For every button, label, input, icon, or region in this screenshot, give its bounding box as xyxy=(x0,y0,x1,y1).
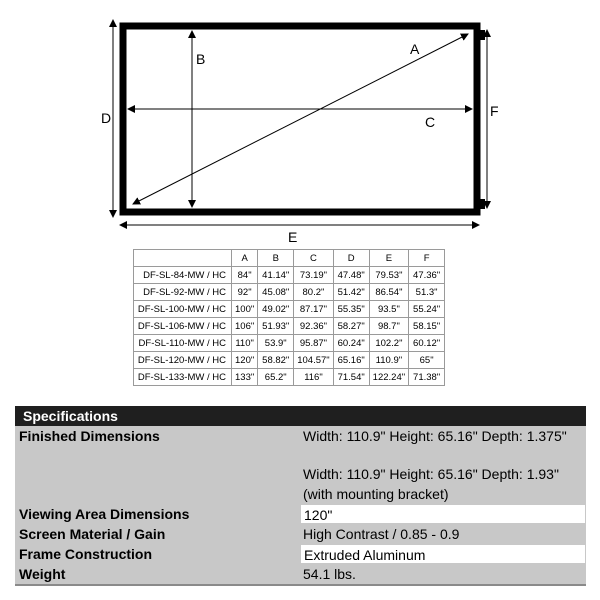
spec-label: Screen Material / Gain xyxy=(19,526,166,542)
table-cell: 120" xyxy=(232,352,258,369)
model-cell: DF-SL-133-MW / HC xyxy=(134,369,232,386)
dimension-b-label: B xyxy=(196,51,206,67)
table-cell: 65" xyxy=(409,352,445,369)
table-cell: 116" xyxy=(294,369,333,386)
table-cell: 51.42" xyxy=(333,284,369,301)
table-row xyxy=(134,369,445,386)
header-cell: D xyxy=(333,250,369,267)
table-cell: 86.54" xyxy=(369,284,408,301)
spec-value-line: (with mounting bracket) xyxy=(303,486,449,502)
header-cell xyxy=(134,250,232,267)
spec-value: 54.1 lbs. xyxy=(303,566,356,582)
table-row xyxy=(134,267,445,284)
spec-row-frame-construction xyxy=(15,544,586,564)
table-cell: 110.9" xyxy=(369,352,408,369)
table-cell: 60.24" xyxy=(333,335,369,352)
table-cell: 133" xyxy=(232,369,258,386)
header-cell: F xyxy=(409,250,445,267)
spec-value-line: Width: 110.9" Height: 65.16" Depth: 1.93" xyxy=(303,466,559,482)
mount-tab-bottom xyxy=(479,199,485,209)
spec-label: Weight xyxy=(19,566,66,582)
table-cell: 79.53" xyxy=(369,267,408,284)
table-row xyxy=(134,301,445,318)
spec-row-weight xyxy=(15,564,586,584)
spec-label: Finished Dimensions xyxy=(19,428,160,444)
model-cell: DF-SL-100-MW / HC xyxy=(134,301,232,318)
table-row xyxy=(134,284,445,301)
table-cell: 71.38" xyxy=(409,369,445,386)
specifications-title: Specifications xyxy=(15,406,586,426)
header-cell: A xyxy=(232,250,258,267)
table-cell: 55.24" xyxy=(409,301,445,318)
table-cell: 51.3" xyxy=(409,284,445,301)
table-cell: 45.08" xyxy=(258,284,294,301)
dimensions-table xyxy=(133,249,445,386)
header-cell: B xyxy=(258,250,294,267)
dimension-e-label: E xyxy=(288,229,298,245)
spec-row-screen-material xyxy=(15,524,586,544)
table-cell: 51.93" xyxy=(258,318,294,335)
table-cell: 73.19" xyxy=(294,267,333,284)
table-row xyxy=(134,318,445,335)
table-row xyxy=(134,335,445,352)
model-cell: DF-SL-106-MW / HC xyxy=(134,318,232,335)
table-bottom-border xyxy=(15,584,586,586)
model-cell: DF-SL-120-MW / HC xyxy=(134,352,232,369)
table-cell: 93.5" xyxy=(369,301,408,318)
table-cell: 41.14" xyxy=(258,267,294,284)
dimension-d-label: D xyxy=(101,110,112,126)
table-cell: 98.7" xyxy=(369,318,408,335)
table-cell: 47.36" xyxy=(409,267,445,284)
dimension-a-label: A xyxy=(410,41,420,57)
model-cell: DF-SL-110-MW / HC xyxy=(134,335,232,352)
spec-row-viewing-area xyxy=(15,504,586,524)
table-cell: 84" xyxy=(232,267,258,284)
table-cell: 53.9" xyxy=(258,335,294,352)
table-cell: 104.57" xyxy=(294,352,333,369)
table-cell: 92" xyxy=(232,284,258,301)
spec-label: Viewing Area Dimensions xyxy=(15,504,300,524)
dimension-c-label: C xyxy=(425,114,436,130)
table-row xyxy=(134,352,445,369)
table-cell: 58.15" xyxy=(409,318,445,335)
dimensions-header-row xyxy=(134,250,445,267)
table-cell: 122.24" xyxy=(369,369,408,386)
spec-value: Extruded Aluminum xyxy=(300,544,586,564)
screen-dimension-diagram xyxy=(0,0,600,250)
model-cell: DF-SL-84-MW / HC xyxy=(134,267,232,284)
spec-value: 120" xyxy=(300,504,586,524)
specifications-table xyxy=(15,406,586,586)
table-cell: 92.36" xyxy=(294,318,333,335)
table-cell: 80.2" xyxy=(294,284,333,301)
table-cell: 49.02" xyxy=(258,301,294,318)
table-cell: 58.27" xyxy=(333,318,369,335)
spec-label: Frame Construction xyxy=(15,544,300,564)
spec-row-finished-dimensions xyxy=(15,426,586,504)
table-cell: 102.2" xyxy=(369,335,408,352)
spec-value xyxy=(300,426,586,504)
dimension-f-label: F xyxy=(490,103,499,119)
header-cell: E xyxy=(369,250,408,267)
table-cell: 58.82" xyxy=(258,352,294,369)
table-cell: 95.87" xyxy=(294,335,333,352)
table-cell: 106" xyxy=(232,318,258,335)
spec-value: High Contrast / 0.85 - 0.9 xyxy=(303,526,460,542)
table-cell: 100" xyxy=(232,301,258,318)
table-cell: 110" xyxy=(232,335,258,352)
table-cell: 47.48" xyxy=(333,267,369,284)
table-cell: 87.17" xyxy=(294,301,333,318)
header-cell: C xyxy=(294,250,333,267)
table-cell: 60.12" xyxy=(409,335,445,352)
table-cell: 55.35" xyxy=(333,301,369,318)
mount-tab-top xyxy=(479,30,485,40)
table-cell: 65.16" xyxy=(333,352,369,369)
table-cell: 65.2" xyxy=(258,369,294,386)
spec-value-line: Width: 110.9" Height: 65.16" Depth: 1.375" xyxy=(303,428,567,444)
model-cell: DF-SL-92-MW / HC xyxy=(134,284,232,301)
table-cell: 71.54" xyxy=(333,369,369,386)
dimension-a-line xyxy=(133,34,468,204)
